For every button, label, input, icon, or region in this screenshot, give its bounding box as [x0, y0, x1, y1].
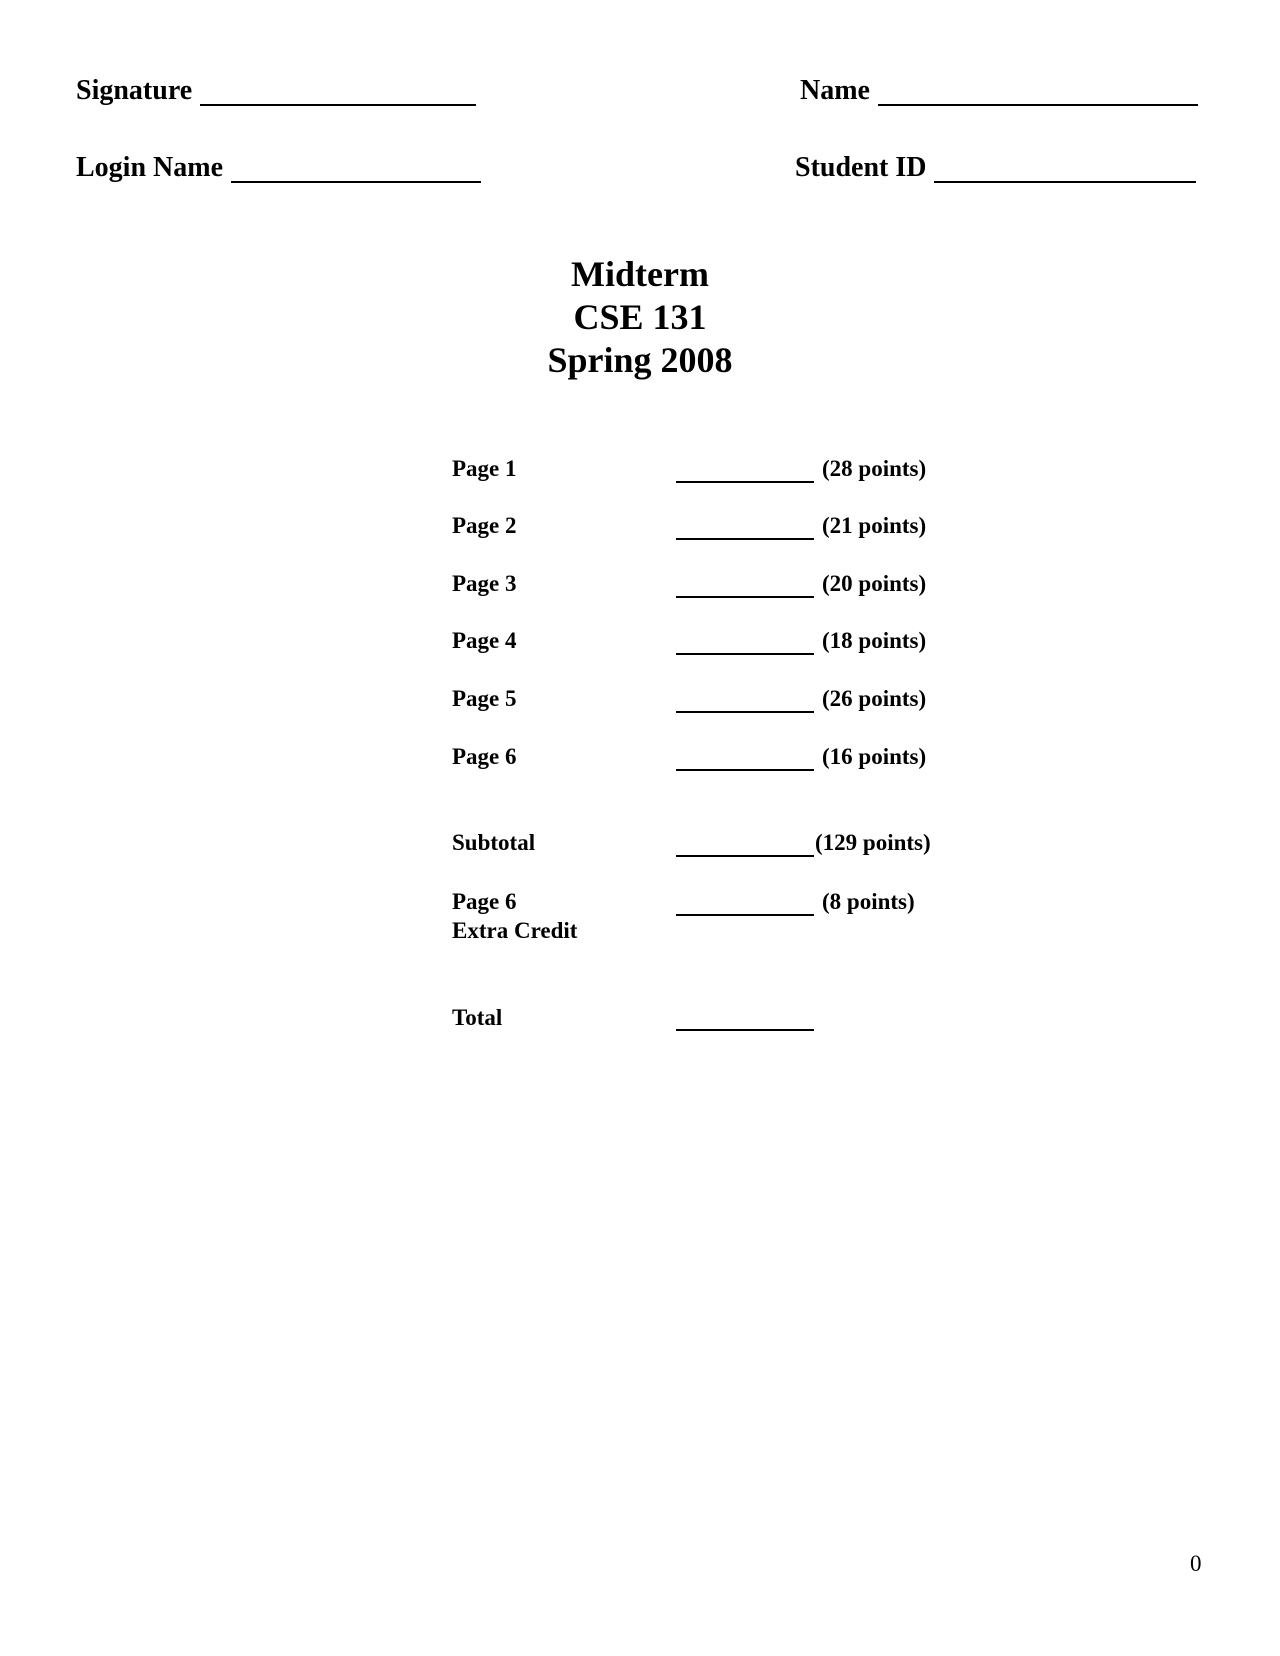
login-name-line[interactable]: [231, 157, 481, 183]
points-extra-credit: (8 points): [822, 889, 915, 914]
score-blank-page-3[interactable]: [676, 596, 814, 598]
page-number: 0: [1190, 1551, 1202, 1576]
login-name-label: Login Name: [76, 152, 223, 183]
row-label-page-6: Page 6: [452, 744, 517, 769]
row-label-extra-credit: Extra Credit: [452, 918, 578, 943]
row-label-page-4: Page 4: [452, 628, 517, 653]
exam-title: Midterm: [571, 254, 709, 294]
signature-line[interactable]: [200, 80, 476, 106]
student-id-field[interactable]: [795, 153, 1196, 183]
score-blank-page-6[interactable]: [676, 769, 814, 771]
row-label-page-3: Page 3: [452, 571, 517, 596]
row-label-page-5: Page 5: [452, 686, 517, 711]
name-label: Name: [800, 75, 870, 106]
student-id-label: Student ID: [795, 152, 927, 183]
score-blank-subtotal[interactable]: [676, 855, 814, 857]
signature-label: Signature: [76, 75, 193, 106]
row-label-total: Total: [452, 1005, 503, 1030]
score-blank-page-2[interactable]: [676, 538, 814, 540]
points-page-5: (26 points): [822, 686, 927, 711]
points-page-3: (20 points): [822, 571, 927, 596]
points-page-4: (18 points): [822, 628, 927, 653]
term: Spring 2008: [547, 340, 733, 380]
row-label-extra-credit-page: Page 6: [452, 889, 517, 914]
score-blank-page-4[interactable]: [676, 653, 814, 655]
points-page-2: (21 points): [822, 513, 927, 538]
row-label-page-1: Page 1: [452, 456, 517, 481]
name-field[interactable]: [800, 76, 1198, 106]
name-line[interactable]: [878, 80, 1198, 106]
row-label-subtotal: Subtotal: [452, 830, 536, 855]
score-blank-extra-credit[interactable]: [676, 914, 814, 916]
score-blank-page-1[interactable]: [676, 481, 814, 483]
login-name-field[interactable]: [76, 153, 481, 183]
points-page-1: (28 points): [822, 456, 927, 481]
points-page-6: (16 points): [822, 744, 927, 769]
points-subtotal: (129 points): [815, 830, 931, 855]
student-id-line[interactable]: [934, 157, 1196, 183]
course-code: CSE 131: [573, 297, 707, 337]
signature-field[interactable]: [76, 76, 476, 106]
row-label-page-2: Page 2: [452, 513, 517, 538]
score-blank-page-5[interactable]: [676, 711, 814, 713]
score-blank-total[interactable]: [676, 1029, 814, 1031]
